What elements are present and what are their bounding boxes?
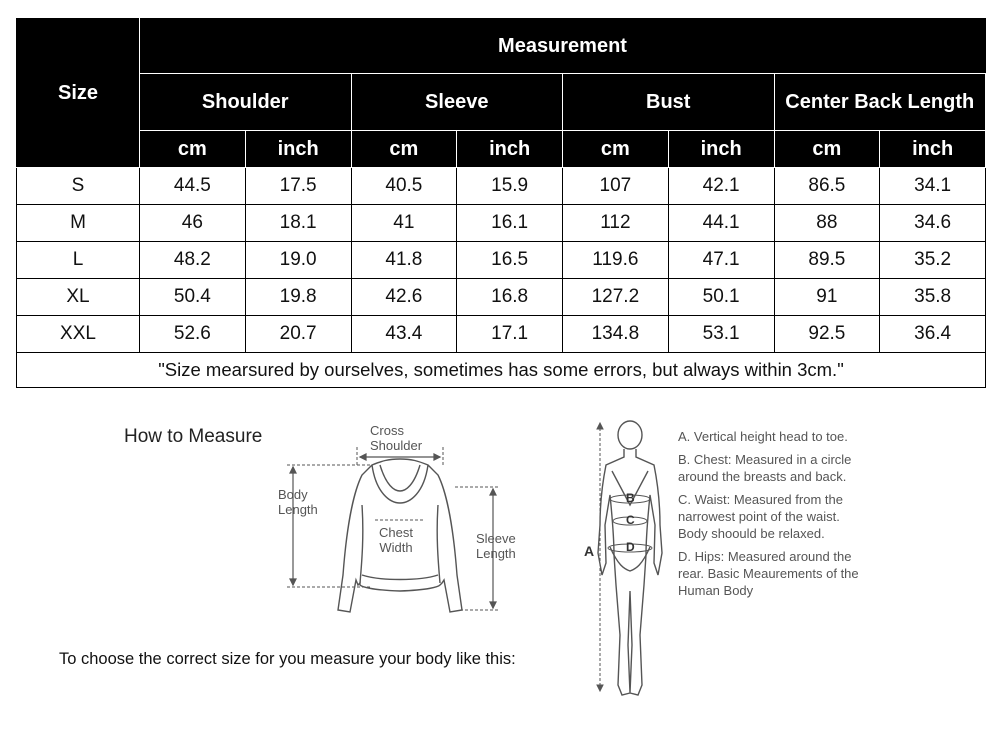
- unit-header: cm: [563, 131, 669, 168]
- table-cell: 127.2: [563, 279, 669, 316]
- table-cell: 53.1: [668, 316, 774, 353]
- table-cell: 48.2: [140, 242, 246, 279]
- table-cell: 35.2: [880, 242, 986, 279]
- note-d: D. Hips: Measured around the rear. Basic Meaurements of the Human Body: [678, 549, 859, 598]
- sleeve-length-line-1: Sleeve: [476, 531, 516, 546]
- unit-header: inch: [668, 131, 774, 168]
- size-chart-table: [16, 18, 986, 388]
- body-length-label: [278, 487, 318, 517]
- table-cell: 41: [351, 205, 457, 242]
- chest-width-line-1: Chest: [379, 525, 413, 540]
- cross-shoulder-label: [370, 423, 422, 453]
- cross-shoulder-line-1: Cross: [370, 423, 404, 438]
- size-cell: M: [17, 205, 140, 242]
- unit-header: cm: [774, 131, 880, 168]
- sleeve-header: Sleeve: [351, 74, 563, 131]
- table-cell: 16.1: [457, 205, 563, 242]
- body-length-line-2: Length: [278, 502, 318, 517]
- table-cell: 36.4: [880, 316, 986, 353]
- measurement-note: "Size mearsured by ourselves, sometimes has some errors, but always within 3cm.": [17, 353, 986, 388]
- table-cell: 17.5: [245, 168, 351, 205]
- bust-header: Bust: [563, 74, 775, 131]
- table-cell: 134.8: [563, 316, 669, 353]
- table-cell: 16.8: [457, 279, 563, 316]
- table-row: [17, 168, 986, 205]
- table-cell: 19.0: [245, 242, 351, 279]
- size-column-header: Size: [17, 19, 140, 168]
- table-row: [17, 279, 986, 316]
- table-cell: 42.6: [351, 279, 457, 316]
- body-length-line-1: Body: [278, 487, 308, 502]
- table-cell: 50.4: [140, 279, 246, 316]
- size-cell: XXL: [17, 316, 140, 353]
- unit-header: cm: [140, 131, 246, 168]
- table-cell: 40.5: [351, 168, 457, 205]
- table-cell: 18.1: [245, 205, 351, 242]
- unit-header: inch: [880, 131, 986, 168]
- unit-header: cm: [351, 131, 457, 168]
- how-to-measure-title: How to Measure: [124, 426, 263, 447]
- cross-shoulder-line-2: Shoulder: [370, 438, 423, 453]
- size-cell: XL: [17, 279, 140, 316]
- table-cell: 112: [563, 205, 669, 242]
- table-cell: 91: [774, 279, 880, 316]
- table-cell: 43.4: [351, 316, 457, 353]
- table-cell: 20.7: [245, 316, 351, 353]
- table-cell: 50.1: [668, 279, 774, 316]
- marker-d: D: [626, 540, 635, 554]
- table-cell: 42.1: [668, 168, 774, 205]
- table-cell: 17.1: [457, 316, 563, 353]
- table-cell: 44.1: [668, 205, 774, 242]
- table-cell: 47.1: [668, 242, 774, 279]
- table-cell: 15.9: [457, 168, 563, 205]
- note-a: A. Vertical height head to toe.: [678, 429, 848, 444]
- table-cell: 92.5: [774, 316, 880, 353]
- instruction-text: To choose the correct size for you measure your body like this:: [59, 650, 516, 668]
- size-cell: L: [17, 242, 140, 279]
- table-cell: 107: [563, 168, 669, 205]
- table-cell: 16.5: [457, 242, 563, 279]
- how-to-measure-guide: [0, 395, 1000, 731]
- note-b: B. Chest: Measured in a circle around the breasts and back.: [678, 452, 852, 484]
- sleeve-length-line-2: Length: [476, 546, 516, 561]
- marker-a: A: [584, 543, 595, 559]
- table-cell: 19.8: [245, 279, 351, 316]
- note-c: C. Waist: Measured from the narrowest point of the waist. Body shoould be relaxed.: [678, 492, 843, 541]
- table-row: [17, 316, 986, 353]
- sleeve-length-label: [476, 531, 516, 561]
- marker-b: B: [626, 491, 635, 505]
- table-cell: 89.5: [774, 242, 880, 279]
- unit-header: inch: [245, 131, 351, 168]
- unit-header: inch: [457, 131, 563, 168]
- center-back-length-header: Center Back Length: [774, 74, 986, 131]
- human-body-illustration: [598, 421, 662, 695]
- table-cell: 119.6: [563, 242, 669, 279]
- shoulder-header: Shoulder: [140, 74, 352, 131]
- measurement-notes: [678, 428, 868, 605]
- table-cell: 86.5: [774, 168, 880, 205]
- table-cell: 44.5: [140, 168, 246, 205]
- table-cell: 52.6: [140, 316, 246, 353]
- measurement-header: Measurement: [140, 19, 986, 74]
- table-cell: 88: [774, 205, 880, 242]
- table-cell: 41.8: [351, 242, 457, 279]
- table-cell: 34.1: [880, 168, 986, 205]
- table-cell: 46: [140, 205, 246, 242]
- chest-width-line-2: Width: [379, 540, 413, 555]
- table-row: [17, 205, 986, 242]
- chest-width-label: [379, 525, 413, 555]
- table-row: [17, 242, 986, 279]
- size-cell: S: [17, 168, 140, 205]
- table-cell: 34.6: [880, 205, 986, 242]
- table-cell: 35.8: [880, 279, 986, 316]
- marker-c: C: [626, 513, 635, 527]
